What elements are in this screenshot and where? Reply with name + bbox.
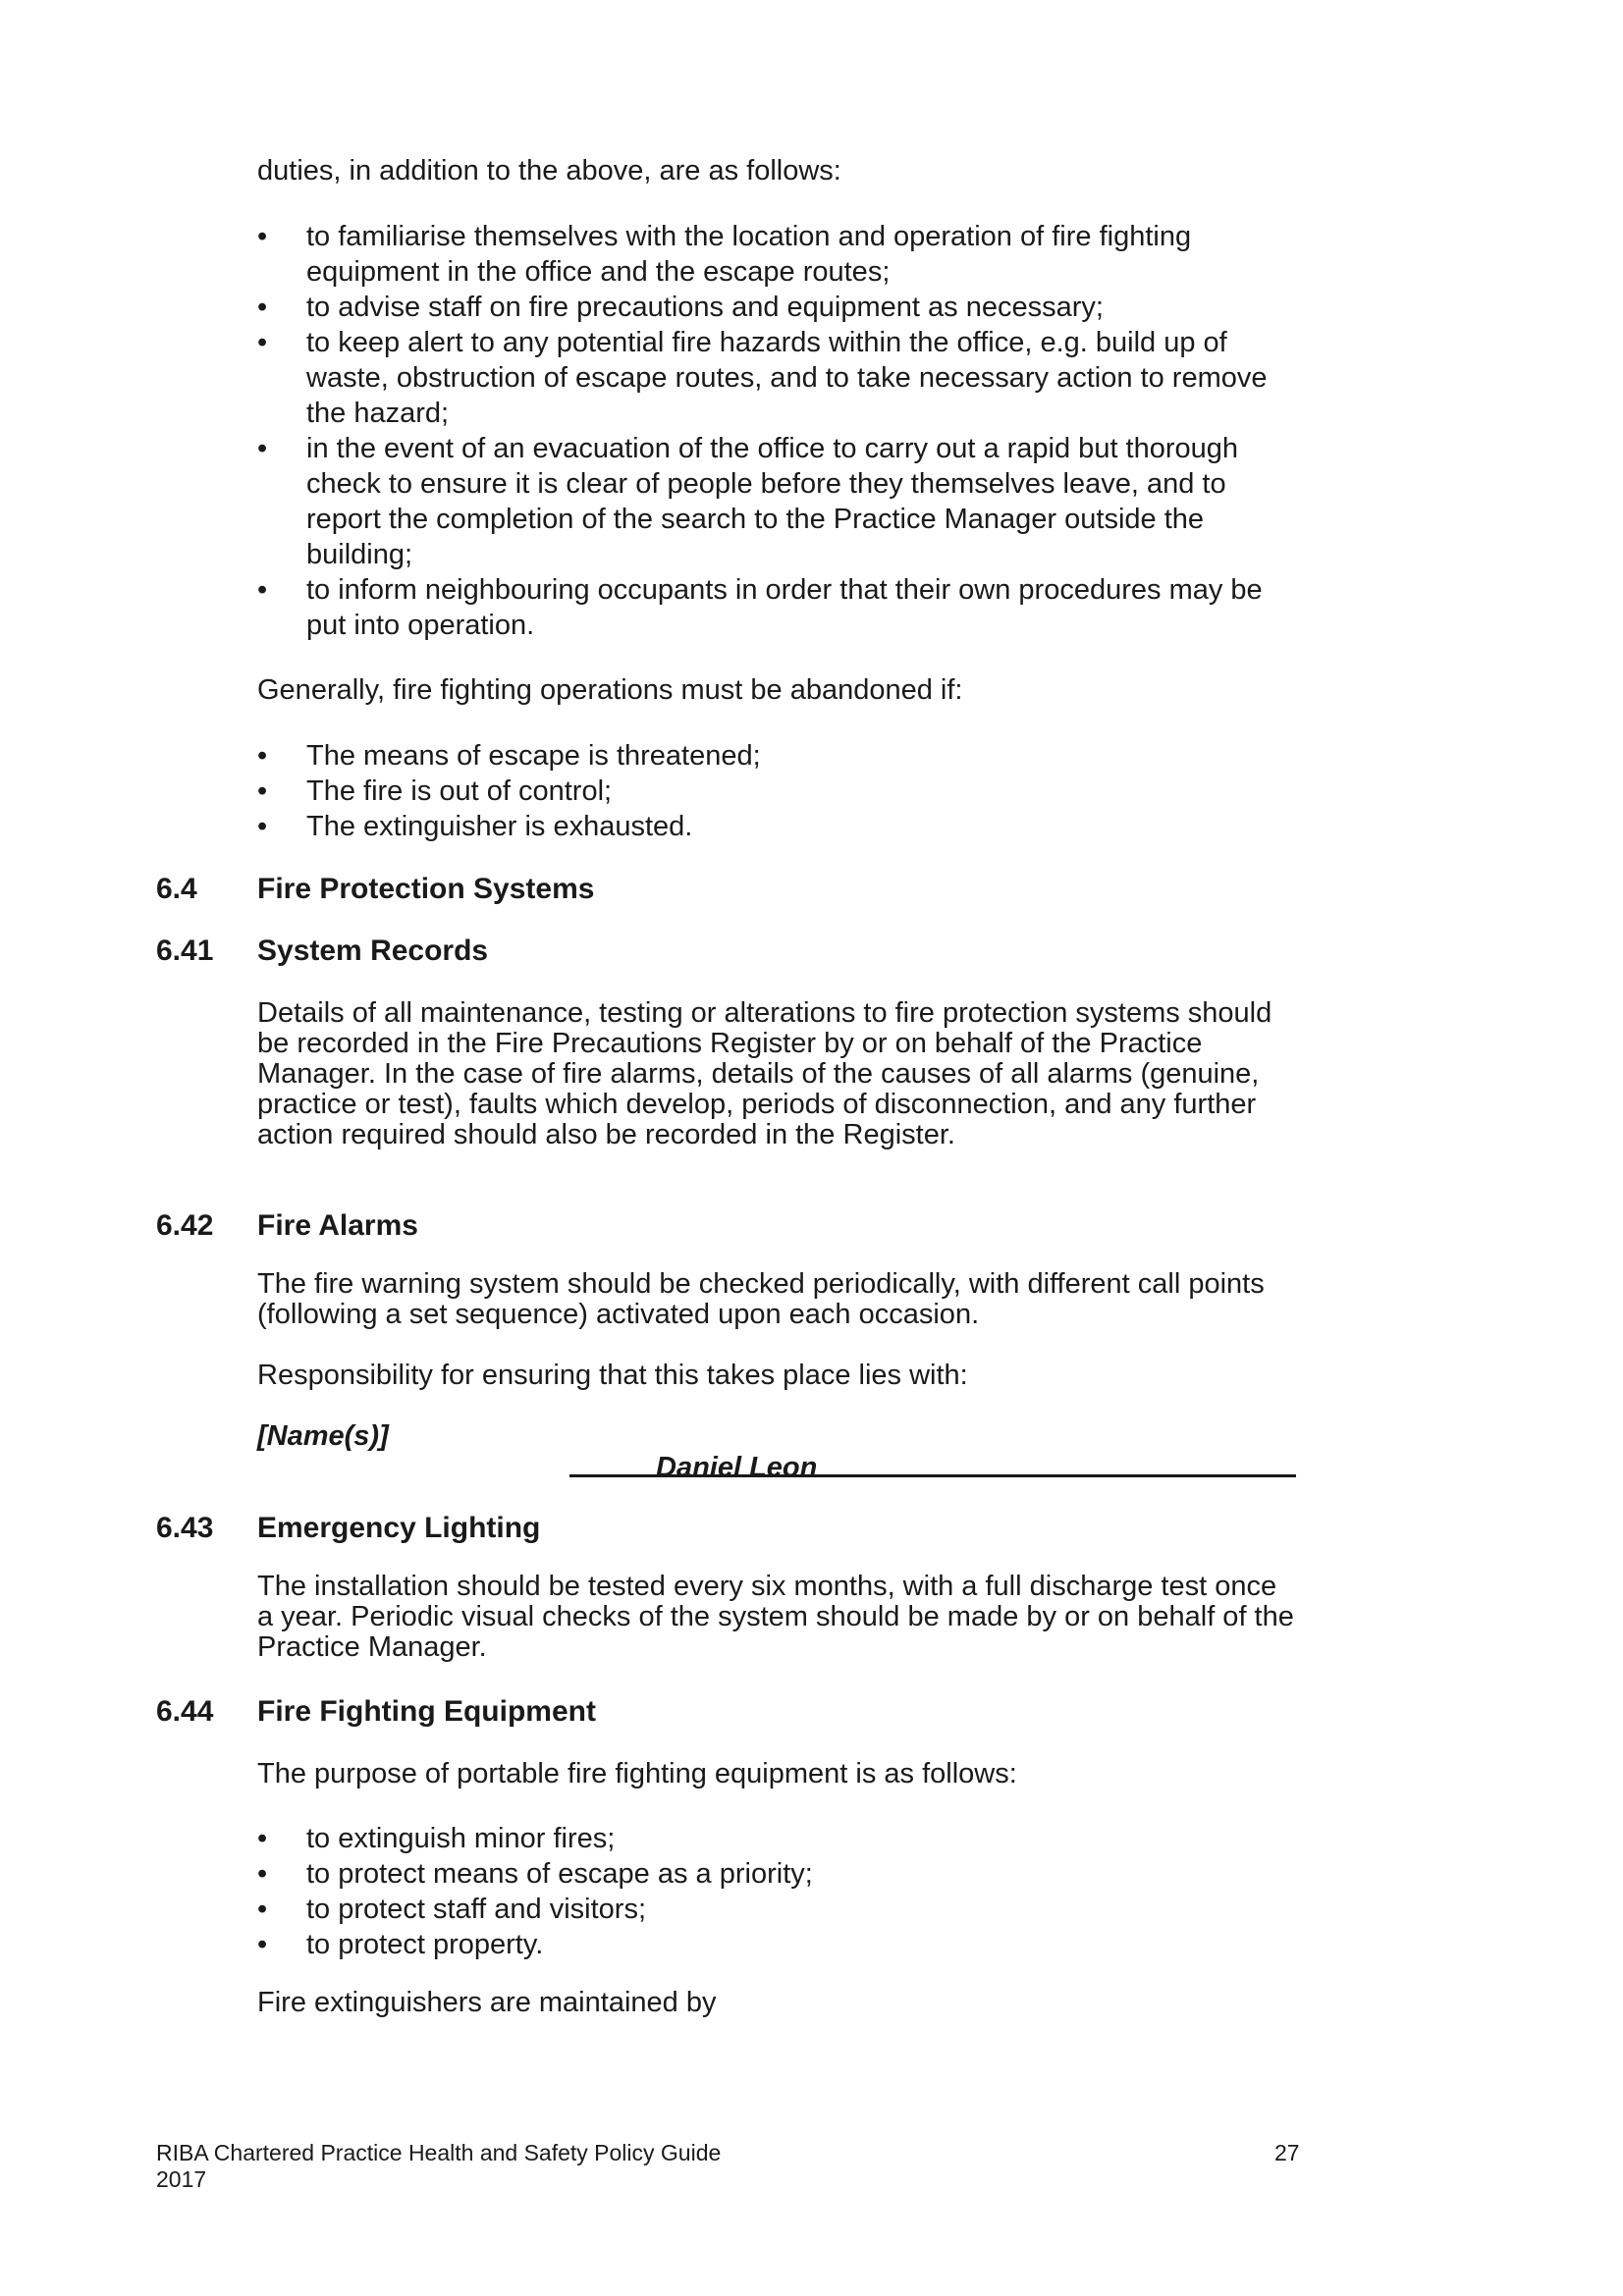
emergency-lighting-body: The installation should be tested every six months, with a full discharge test once a year. Periodic visual checks of the system should be made by or on behalf of the Practice Manager. (257, 1571, 1294, 1663)
bullet-icon: • (257, 292, 268, 323)
responsibility-text: Responsibility for ensuring that this takes place lies with: (257, 1360, 968, 1391)
footer (156, 2140, 721, 2193)
list-item: • The means of escape is threatened; (257, 740, 761, 772)
intro-text: duties, in addition to the above, are as follows: (257, 155, 841, 187)
page-number: 27 (1274, 2140, 1300, 2165)
list-item: • to inform neighbouring occupants in order that their own procedures may be put into operation. (257, 574, 1263, 641)
bullet-icon: • (257, 327, 268, 358)
equipment-intro: The purpose of portable fire fighting equipment is as follows: (257, 1758, 1017, 1789)
list-item: • to familiarise themselves with the location and operation of fire fighting equipment in the office and the escape routes; (257, 221, 1192, 288)
duties-list (257, 219, 1308, 643)
bullet-icon: • (257, 1894, 268, 1925)
footer-title: RIBA Chartered Practice Health and Safety Policy Guide (156, 2140, 722, 2165)
system-records-body: Details of all maintenance, testing or alterations to fire protection systems should be recorded in the Fire Precautions Register by or on behalf of the Practice Manager. In the case of fire alarms, details of the causes of all alarms (genuine, practice or test), faults which develop, periods of disconnection, and any further action required should also be recorded in the Register. (257, 997, 1272, 1150)
list-item: • to extinguish minor fires; (257, 1823, 616, 1854)
list-item: • The fire is out of control; (257, 775, 613, 807)
list-item: • to keep alert to any potential fire hazards within the office, e.g. build up of waste, obstruction of escape routes, and to take necessary action to remove the hazard; (257, 327, 1268, 429)
bullet-icon: • (257, 811, 268, 842)
equipment-purpose-list (257, 1821, 1308, 1962)
list-item: • in the event of an evacuation of the office to carry out a rapid but thorough check to ensure it is clear of people before they themselves leave, and to report the completion of the search to the Practice Manager outside the building; (257, 433, 1239, 570)
section-heading-6-4: 6.4 Fire Protection Systems (156, 873, 595, 905)
abandon-intro: Generally, fire fighting operations must be abandoned if: (257, 674, 963, 706)
list-item: • The extinguisher is exhausted. (257, 811, 693, 842)
section-heading-6-43: 6.43 Emergency Lighting (156, 1512, 541, 1544)
list-item: • to protect property. (257, 1929, 544, 1960)
section-heading-6-41: 6.41 System Records (156, 934, 489, 967)
bullet-icon: • (257, 574, 268, 606)
footer-year: 2017 (156, 2166, 207, 2192)
list-item: • to protect means of escape as a priority; (257, 1858, 813, 1890)
names-label: [Name(s)] (257, 1420, 389, 1452)
bullet-icon: • (257, 1823, 268, 1854)
abandon-list (257, 738, 1308, 844)
list-item: • to protect staff and visitors; (257, 1894, 647, 1925)
bullet-icon: • (257, 433, 268, 464)
bullet-icon: • (257, 775, 268, 807)
bullet-icon: • (257, 1858, 268, 1890)
fire-alarms-body: The fire warning system should be checked periodically, with different call points (following a set sequence) activated upon each occasion. (257, 1268, 1265, 1330)
bullet-icon: • (257, 221, 268, 252)
responsible-name: Daniel Leon (656, 1452, 818, 1483)
list-item: • to advise staff on fire precautions and equipment as necessary; (257, 292, 1104, 323)
section-heading-6-42: 6.42 Fire Alarms (156, 1209, 418, 1242)
bullet-icon: • (257, 1929, 268, 1960)
section-heading-6-44: 6.44 Fire Fighting Equipment (156, 1695, 596, 1728)
bullet-icon: • (257, 740, 268, 772)
extinguishers-maintained-text: Fire extinguishers are maintained by (257, 1987, 717, 2018)
